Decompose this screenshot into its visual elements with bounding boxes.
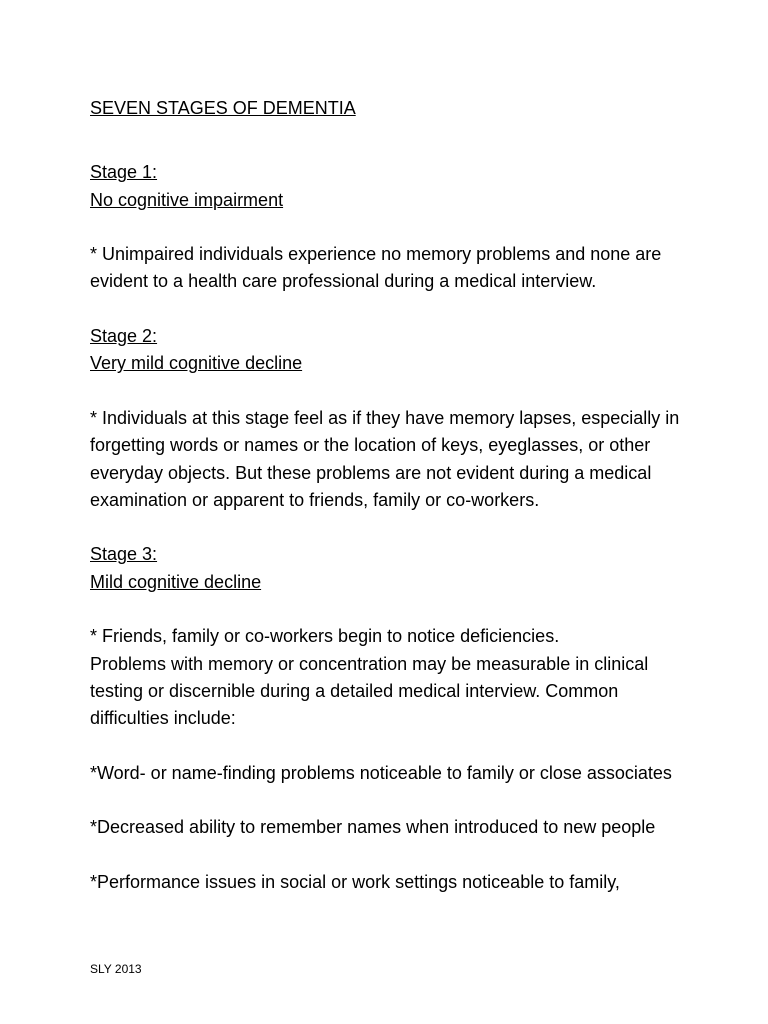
document-title: SEVEN STAGES OF DEMENTIA [90, 98, 356, 118]
spacer [90, 842, 690, 869]
spacer [90, 787, 690, 814]
spacer [90, 514, 690, 541]
stage-2-name: Very mild cognitive decline [90, 353, 303, 374]
spacer [90, 596, 690, 623]
page-footer: SLY 2013 [90, 962, 142, 976]
stage-1-name: No cognitive impairment [90, 189, 284, 210]
stage-3-name: Mild cognitive decline [90, 571, 262, 592]
spacer [90, 733, 690, 760]
document-body [90, 95, 690, 896]
stage-3-bullet-1: *Word- or name-finding problems noticeable to family or close associates [90, 762, 672, 783]
stage-2-description: * Individuals at this stage feel as if they have memory lapses, especially in forgetting words or names or the location of keys, eyeglasses, or other everyday objects. But these problems are not evident during a medical examination or apparent to friends, family or co-workers. [90, 407, 680, 510]
stage-3-label: Stage 3: [90, 544, 158, 565]
stage-1-label: Stage 1: [90, 162, 158, 183]
stage-3-intro-continuation: Problems with memory or concentration may be measurable in clinical testing or discernible during a detailed medical interview. Common difficulties include: [90, 653, 649, 729]
stage-1-section [90, 159, 690, 295]
spacer [90, 378, 690, 405]
spacer [90, 296, 690, 323]
stage-3-section [90, 541, 690, 896]
spacer [90, 122, 690, 159]
stage-3-bullet-2: *Decreased ability to remember names when introduced to new people [90, 817, 656, 838]
stage-1-description: * Unimpaired individuals experience no memory problems and none are evident to a health care professional during a medical interview. [90, 244, 662, 292]
stage-3-intro-line: * Friends, family or co-workers begin to notice deficiencies. [90, 626, 560, 647]
stage-3-bullet-3: *Performance issues in social or work settings noticeable to family, [90, 872, 620, 893]
stage-2-label: Stage 2: [90, 326, 158, 347]
stage-2-section [90, 323, 690, 514]
spacer [90, 214, 690, 241]
